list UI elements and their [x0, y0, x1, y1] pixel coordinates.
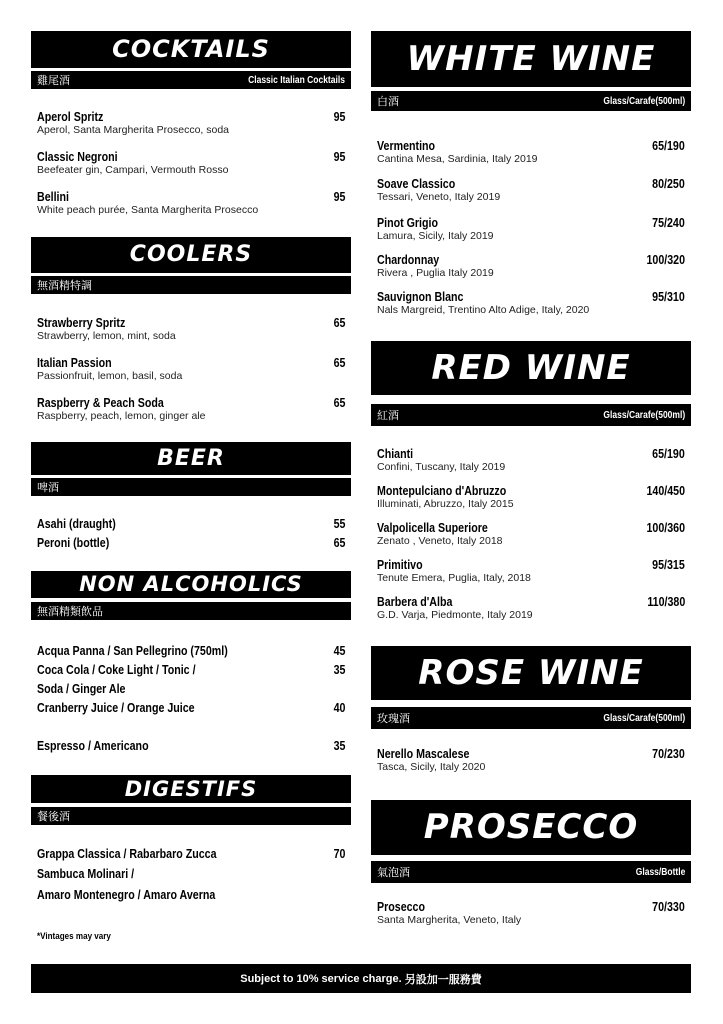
- item-name: Grappa Classica / Rabarbaro Zucca: [37, 846, 217, 861]
- red-wine-title: RED WINE: [371, 341, 691, 395]
- item-name: Montepulciano d'Abruzzo: [377, 483, 507, 498]
- menu-item: [37, 109, 345, 137]
- item-desc: Illuminati, Abruzzo, Italy 2015: [377, 498, 514, 510]
- beer-zh-label: 啤酒: [37, 481, 59, 494]
- menu-item: [377, 176, 685, 204]
- prosecco-zh-label: 氣泡酒: [377, 866, 410, 879]
- non-alcoholics-zh-label: 無酒精類飲品: [37, 605, 103, 618]
- footer-en-text: Subject to 10% service charge.: [240, 972, 402, 985]
- rose-wine-en-label: Glass/Carafe(500ml): [603, 712, 685, 724]
- menu-item: [37, 864, 345, 883]
- menu-item: [377, 215, 685, 243]
- item-name: Chardonnay: [377, 252, 440, 267]
- item-name: Sambuca Molinari /: [37, 866, 135, 881]
- item-price: 70/230: [652, 746, 685, 761]
- item-desc: Passionfruit, lemon, basil, soda: [37, 370, 183, 382]
- item-desc: Nals Margreid, Trentino Alto Adige, Italy, 2020: [377, 304, 590, 316]
- item-price: 40: [333, 700, 345, 715]
- digestifs-subheader: [31, 807, 351, 825]
- item-name: Valpolicella Superiore: [377, 520, 488, 535]
- white-wine-zh-label: 白酒: [377, 95, 399, 108]
- item-name: Asahi (draught): [37, 516, 116, 531]
- item-price: 100/320: [646, 252, 685, 267]
- menu-item: [37, 149, 345, 177]
- white-wine-en-label: Glass/Carafe(500ml): [603, 95, 685, 107]
- cocktails-en-label: Classic Italian Cocktails: [248, 74, 345, 86]
- white-wine-section: [371, 31, 691, 111]
- menu-item: [37, 844, 345, 863]
- item-name: Italian Passion: [37, 355, 112, 370]
- coolers-zh-label: 無酒精特調: [37, 279, 92, 292]
- white-wine-title: WHITE WINE: [371, 31, 691, 87]
- menu-item: [377, 594, 685, 622]
- item-desc: Zenato , Veneto, Italy 2018: [377, 535, 503, 547]
- menu-item: [37, 355, 345, 383]
- red-wine-en-label: Glass/Carafe(500ml): [603, 409, 685, 421]
- item-name: Soave Classico: [377, 176, 456, 191]
- white-wine-subheader: [371, 91, 691, 111]
- menu-item: [37, 885, 345, 904]
- cocktails-zh-label: 雞尾酒: [37, 74, 70, 87]
- item-price: 70/330: [652, 899, 685, 914]
- item-price: 65: [333, 535, 345, 550]
- menu-item: [377, 746, 685, 774]
- item-desc: Tenute Emera, Puglia, Italy, 2018: [377, 572, 531, 584]
- menu-item: [377, 520, 685, 548]
- prosecco-title: PROSECCO: [371, 800, 691, 855]
- beer-section: [31, 442, 351, 496]
- item-price: 95: [333, 189, 345, 204]
- item-name: Nerello Mascalese: [377, 746, 470, 761]
- item-desc: Rivera , Puglia Italy 2019: [377, 267, 494, 279]
- menu-item: [377, 899, 685, 927]
- item-name: Aperol Spritz: [37, 109, 104, 124]
- menu-item: [377, 252, 685, 280]
- item-name: Amaro Montenegro / Amaro Averna: [37, 887, 216, 902]
- cocktails-title: COCKTAILS: [31, 31, 351, 68]
- non-alcoholics-title: NON ALCOHOLICS: [31, 571, 351, 598]
- item-desc: Lamura, Sicily, Italy 2019: [377, 230, 494, 242]
- item-price: 45: [333, 643, 345, 658]
- item-name: Vermentino: [377, 138, 436, 153]
- menu-item: [377, 446, 685, 474]
- coolers-title: COOLERS: [31, 237, 351, 273]
- menu-item: [377, 138, 685, 166]
- item-name: Acqua Panna / San Pellegrino (750ml): [37, 643, 228, 658]
- item-price: 35: [333, 662, 345, 677]
- rose-wine-zh-label: 玫瑰酒: [377, 712, 410, 725]
- item-price: 95: [333, 149, 345, 164]
- non-alcoholics-section: [31, 571, 351, 620]
- coolers-section: [31, 237, 351, 294]
- item-price: 65/190: [652, 446, 685, 461]
- beer-title: BEER: [31, 442, 351, 475]
- footer-zh-text: 另設加一服務費: [404, 972, 482, 986]
- item-price: 70: [333, 846, 345, 861]
- menu-item: [37, 189, 345, 217]
- item-desc: Tessari, Veneto, Italy 2019: [377, 191, 501, 203]
- item-price: 100/360: [646, 520, 685, 535]
- menu-item: [377, 557, 685, 585]
- item-desc: Raspberry, peach, lemon, ginger ale: [37, 410, 206, 422]
- cocktails-section: [31, 31, 351, 89]
- item-name: Bellini: [37, 189, 69, 204]
- item-price: 65/190: [652, 138, 685, 153]
- item-price: 95: [333, 109, 345, 124]
- item-desc: Santa Margherita, Veneto, Italy: [377, 914, 522, 926]
- item-name: Raspberry & Peach Soda: [37, 395, 164, 410]
- item-desc: Tasca, Sicily, Italy 2020: [377, 761, 486, 773]
- item-name: Soda / Ginger Ale: [37, 681, 126, 696]
- menu-item: [37, 315, 345, 343]
- prosecco-section: [371, 800, 691, 883]
- item-name: Primitivo: [377, 557, 423, 572]
- item-price: 65: [333, 315, 345, 330]
- item-price: 35: [333, 738, 345, 753]
- menu-item: [37, 514, 345, 533]
- digestifs-section: [31, 775, 351, 825]
- rose-wine-title: ROSE WINE: [371, 646, 691, 700]
- beer-subheader: [31, 478, 351, 496]
- item-price: 75/240: [652, 215, 685, 230]
- prosecco-en-label: Glass/Bottle: [635, 866, 685, 878]
- item-price: 140/450: [646, 483, 685, 498]
- item-desc: G.D. Varja, Piedmonte, Italy 2019: [377, 609, 533, 621]
- service-charge-footer: [31, 964, 691, 993]
- menu-item: [37, 395, 345, 423]
- item-name: Cranberry Juice / Orange Juice: [37, 700, 195, 715]
- menu-item: [37, 660, 345, 679]
- item-price: 95/315: [652, 557, 685, 572]
- vintages-note: *Vintages may vary: [37, 931, 111, 942]
- item-price: 110/380: [647, 594, 685, 609]
- item-desc: White peach purée, Santa Margherita Prosecco: [37, 204, 259, 216]
- menu-item: [37, 698, 345, 717]
- menu-item: [37, 533, 345, 552]
- menu-item: [377, 289, 685, 317]
- item-name: Barbera d'Alba: [377, 594, 453, 609]
- rose-wine-section: [371, 646, 691, 729]
- prosecco-subheader: [371, 861, 691, 883]
- rose-wine-subheader: [371, 707, 691, 729]
- item-desc: Cantina Mesa, Sardinia, Italy 2019: [377, 153, 538, 165]
- item-name: Sauvignon Blanc: [377, 289, 464, 304]
- item-price: 65: [333, 395, 345, 410]
- menu-item: [377, 483, 685, 511]
- item-name: Prosecco: [377, 899, 426, 914]
- item-desc: Aperol, Santa Margherita Prosecco, soda: [37, 124, 230, 136]
- cocktails-subheader: [31, 71, 351, 89]
- menu-item: [37, 641, 345, 660]
- non-alcoholics-subheader: [31, 602, 351, 620]
- item-name: Espresso / Americano: [37, 738, 149, 753]
- item-desc: Strawberry, lemon, mint, soda: [37, 330, 176, 342]
- digestifs-zh-label: 餐後酒: [37, 810, 70, 823]
- item-desc: Beefeater gin, Campari, Vermouth Rosso: [37, 164, 229, 176]
- red-wine-section: [371, 341, 691, 426]
- digestifs-title: DIGESTIFS: [31, 775, 351, 803]
- item-price: 55: [333, 516, 345, 531]
- item-price: 80/250: [652, 176, 685, 191]
- item-name: Peroni (bottle): [37, 535, 110, 550]
- item-price: 95/310: [652, 289, 685, 304]
- item-name: Pinot Grigio: [377, 215, 439, 230]
- item-desc: Confini, Tuscany, Italy 2019: [377, 461, 506, 473]
- item-name: Classic Negroni: [37, 149, 118, 164]
- menu-item: [37, 679, 345, 698]
- item-name: Chianti: [377, 446, 414, 461]
- item-name: Coca Cola / Coke Light / Tonic /: [37, 662, 196, 677]
- red-wine-subheader: [371, 404, 691, 426]
- red-wine-zh-label: 紅酒: [377, 409, 399, 422]
- menu-item: [37, 736, 345, 755]
- item-name: Strawberry Spritz: [37, 315, 126, 330]
- coolers-subheader: [31, 276, 351, 294]
- item-price: 65: [333, 355, 345, 370]
